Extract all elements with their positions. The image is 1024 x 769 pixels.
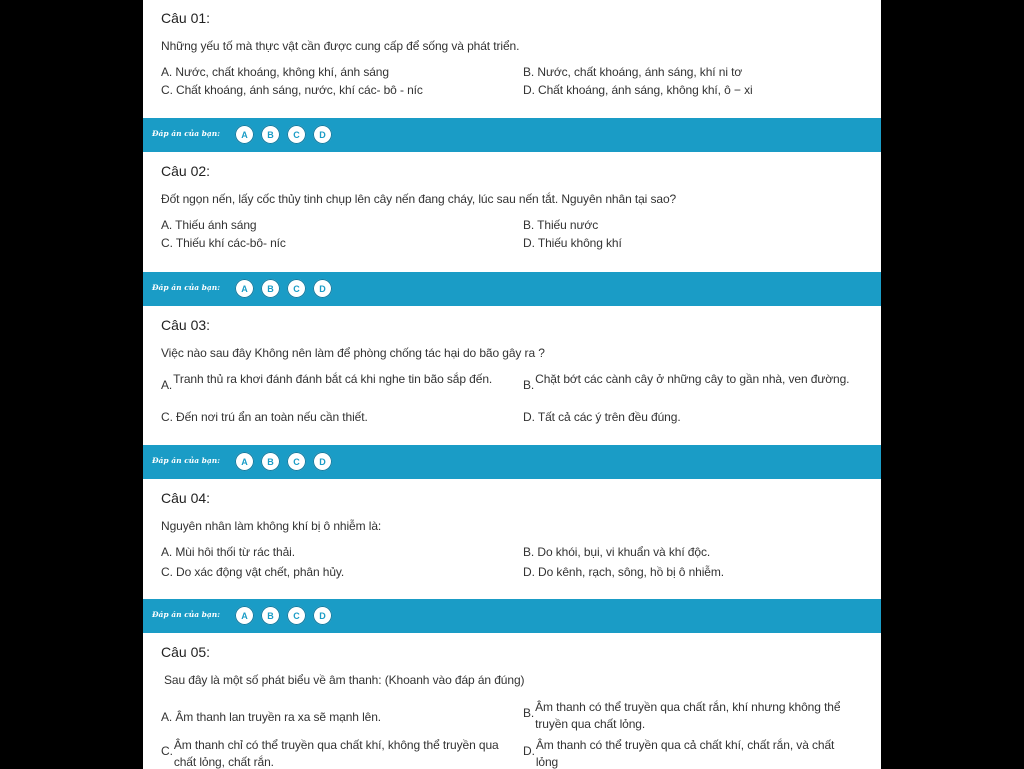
answer-bar-3 [143, 445, 881, 479]
option-b[interactable] [523, 699, 853, 733]
question-4 [143, 480, 881, 598]
option-letter: D. [523, 236, 535, 250]
option-letter: B. [523, 378, 535, 392]
option-a[interactable] [161, 709, 381, 726]
option-text: Âm thanh lan truyền ra xa sẽ mạnh lên. [175, 710, 382, 724]
question-5 [143, 634, 881, 769]
option-text: Đến nơi trú ẩn an toàn nếu cần thiết. [176, 410, 368, 424]
question-title: Câu 03: [161, 317, 211, 333]
choice-b-button[interactable]: B [261, 606, 280, 625]
option-letter: A. [161, 378, 173, 392]
option-text: Âm thanh có thể truyền qua cả chất khí, chất rắn, và chất lỏng [535, 738, 835, 769]
option-letter: D. [523, 410, 535, 424]
option-text: Do xác động vật chết, phân hủy. [176, 565, 345, 579]
question-text: Việc nào sau đây Không nên làm để phòng chống tác hại do bão gây ra ? [161, 346, 545, 360]
option-text: Thiếu ánh sáng [175, 218, 257, 232]
option-b[interactable] [523, 371, 853, 394]
answer-label: Đáp án của bạn: [152, 129, 221, 138]
option-letter: A. [161, 65, 173, 79]
choice-d-button[interactable]: D [313, 452, 332, 471]
question-2 [143, 153, 881, 271]
option-c[interactable] [161, 737, 501, 769]
choice-d-button[interactable]: D [313, 279, 332, 298]
choice-b-button[interactable]: B [261, 452, 280, 471]
option-b[interactable] [523, 217, 598, 234]
option-c[interactable] [161, 235, 286, 252]
question-title: Câu 01: [161, 10, 211, 26]
option-letter: D. [523, 83, 535, 97]
option-a[interactable] [161, 544, 295, 561]
question-3 [143, 307, 881, 446]
option-text: Tranh thủ ra khơi đánh đánh bắt cá khi nghe tin bão sắp đến. [173, 372, 493, 386]
option-c[interactable] [161, 564, 344, 581]
option-d[interactable] [523, 235, 622, 252]
option-text: Do khói, bụi, vi khuẩn và khí độc. [537, 545, 711, 559]
option-letter: C. [161, 410, 173, 424]
option-letter: C. [161, 83, 173, 97]
option-letter: B. [523, 706, 535, 720]
option-a[interactable] [161, 217, 257, 234]
choice-d-button[interactable]: D [313, 125, 332, 144]
option-letter: C. [161, 744, 173, 758]
option-text: Thiếu khí các-bô- níc [175, 236, 286, 250]
option-letter: A. [161, 218, 173, 232]
option-d[interactable] [523, 82, 753, 99]
option-text: Tất cả các ý trên đều đúng. [537, 410, 681, 424]
option-letter: A. [161, 545, 173, 559]
choice-a-button[interactable]: A [235, 279, 254, 298]
choice-c-button[interactable]: C [287, 125, 306, 144]
choice-c-button[interactable]: C [287, 279, 306, 298]
choice-a-button[interactable]: A [235, 452, 254, 471]
option-text: Chất khoáng, ánh sáng, không khí, ô − xi [538, 83, 753, 97]
option-letter: B. [523, 545, 535, 559]
option-letter: A. [161, 710, 173, 724]
option-letter: B. [523, 218, 535, 232]
option-text: Chất khoáng, ánh sáng, nước, khí các- bô - níc [176, 83, 423, 97]
question-title: Câu 04: [161, 490, 211, 506]
choice-a-button[interactable]: A [235, 125, 254, 144]
quiz-page [143, 0, 881, 769]
question-title: Câu 02: [161, 163, 211, 179]
choice-b-button[interactable]: B [261, 279, 280, 298]
answer-label: Đáp án của bạn: [152, 456, 221, 465]
question-text: Những yếu tố mà thực vật cần được cung cấp để sống và phát triển. [161, 39, 520, 53]
option-text: Âm thanh có thể truyền qua chất rắn, khí nhưng không thể truyền qua chất lỏng. [535, 700, 841, 731]
option-d[interactable] [523, 737, 853, 769]
option-text: Âm thanh chỉ có thể truyền qua chất khí, không thể truyền qua chất lỏng, chất rắn. [173, 738, 499, 769]
option-letter: C. [161, 565, 173, 579]
choice-b-button[interactable]: B [261, 125, 280, 144]
answer-bar-2 [143, 272, 881, 306]
option-letter: C. [161, 236, 173, 250]
answer-label: Đáp án của bạn: [152, 283, 221, 292]
question-1 [143, 0, 881, 118]
option-b[interactable] [523, 64, 742, 81]
option-letter: B. [523, 65, 535, 79]
option-a[interactable] [161, 64, 389, 81]
option-text: Thiếu không khí [537, 236, 622, 250]
option-text: Nước, chất khoáng, ánh sáng, khí ni tơ [537, 65, 743, 79]
option-d[interactable] [523, 409, 681, 426]
answer-bar-1 [143, 118, 881, 152]
choice-d-button[interactable]: D [313, 606, 332, 625]
option-text: Nước, chất khoáng, không khí, ánh sáng [175, 65, 389, 79]
question-title: Câu 05: [161, 644, 211, 660]
option-text: Mùi hôi thối từ rác thải. [175, 545, 295, 559]
option-c[interactable] [161, 409, 368, 426]
question-text: Nguyên nhân làm không khí bị ô nhiễm là: [161, 519, 382, 533]
question-text: Đốt ngọn nến, lấy cốc thủy tinh chụp lên cây nến đang cháy, lúc sau nến tắt. Nguyên nhân tại sao? [161, 192, 677, 206]
choice-a-button[interactable]: A [235, 606, 254, 625]
option-d[interactable] [523, 564, 724, 581]
option-a[interactable] [161, 371, 501, 394]
option-text: Chặt bớt các cành cây ở những cây to gần nhà, ven đường. [535, 372, 850, 386]
option-text: Do kênh, rạch, sông, hồ bị ô nhiễm. [538, 565, 724, 579]
option-letter: D. [523, 565, 535, 579]
option-letter: D. [523, 744, 535, 758]
answer-label: Đáp án của bạn: [152, 610, 221, 619]
choice-c-button[interactable]: C [287, 452, 306, 471]
question-text: Sau đây là một số phát biểu về âm thanh: (Khoanh vào đáp án đúng) [164, 673, 525, 687]
option-c[interactable] [161, 82, 423, 99]
option-text: Thiếu nước [537, 218, 599, 232]
option-b[interactable] [523, 544, 710, 561]
answer-bar-4 [143, 599, 881, 633]
choice-c-button[interactable]: C [287, 606, 306, 625]
